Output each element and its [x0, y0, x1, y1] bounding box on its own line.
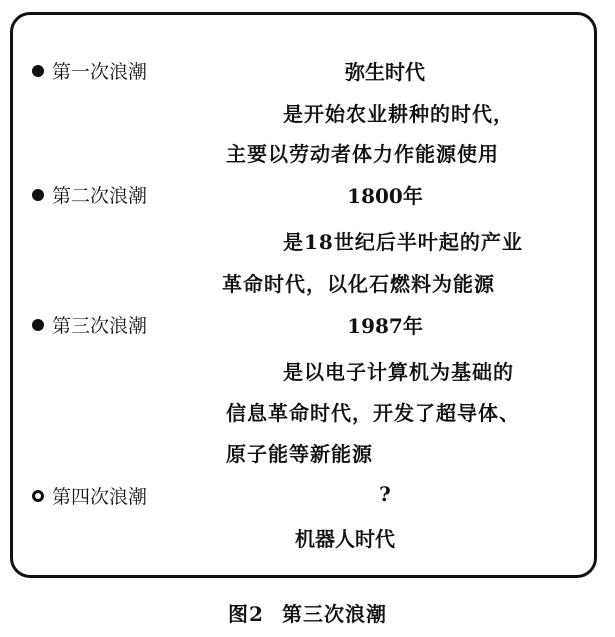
wave-2-label: 第二次浪潮 [32, 181, 147, 208]
wave-1-era: 弥生时代 [345, 60, 425, 84]
wave-1-desc-line-1: 是开始农业耕种的时代， [283, 102, 514, 126]
filled-bullet-icon [32, 189, 44, 201]
wave-4-era: ? [379, 482, 391, 506]
wave-2-era: 1800年 [347, 184, 423, 208]
filled-bullet-icon [32, 65, 44, 77]
wave-3-era: 1987年 [347, 314, 423, 338]
hollow-bullet-icon [32, 490, 44, 502]
wave-3-desc-line-1: 是以电子计算机为基础的 [283, 360, 514, 384]
wave-3-label: 第三次浪潮 [32, 311, 147, 338]
wave-4-desc: 机器人时代 [295, 527, 395, 551]
wave-1-label: 第一次浪潮 [32, 57, 147, 84]
wave-3-desc-line-3: 原子能等新能源 [226, 442, 373, 466]
wave-4-label: 第四次浪潮 [32, 482, 147, 509]
figure-caption [0, 598, 615, 627]
wave-2-desc-line-2: 革命时代，以化石燃料为能源 [222, 272, 495, 296]
wave-1-desc-line-2: 主要以劳动者体力作能源使用 [226, 142, 499, 166]
figure-number: 图2 [228, 602, 264, 626]
wave-3-desc-line-2: 信息革命时代，开发了超导体、 [226, 401, 520, 425]
filled-bullet-icon [32, 319, 44, 331]
figure-title: 第三次浪潮 [281, 602, 387, 626]
wave-2-desc-line-1: 是18世纪后半叶起的产业 [283, 230, 523, 254]
